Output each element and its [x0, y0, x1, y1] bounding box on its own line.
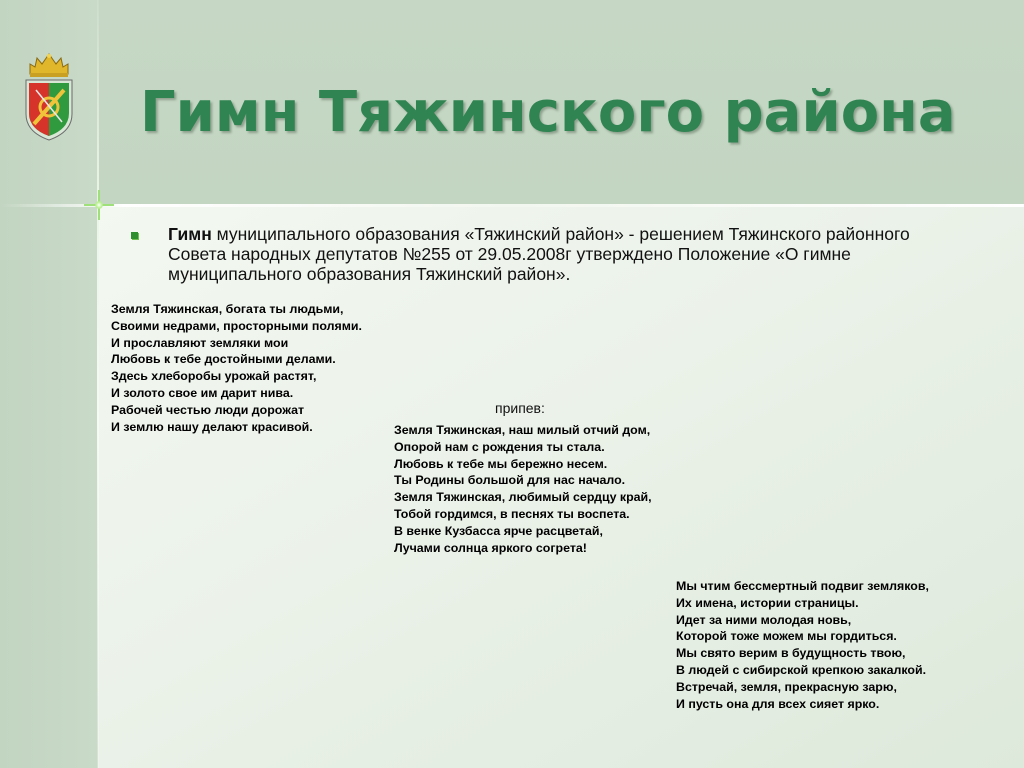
chorus-line: Земля Тяжинская, наш милый отчий дом,	[394, 423, 651, 437]
intro-bold-word: Гимн	[168, 224, 212, 244]
sparkle-decoration	[84, 190, 114, 220]
verse-line: Своими недрами, просторными полями.	[111, 318, 362, 333]
verse-line: Мы чтим бессмертный подвиг земляков,	[676, 579, 929, 593]
verse-line: В людей с сибирской крепкою закалкой.	[676, 662, 927, 677]
verse-1	[111, 301, 362, 435]
refrain-label: припев:	[495, 400, 545, 416]
verse-line: И золото свое им дарит нива.	[111, 385, 294, 400]
chorus-line: Любовь к тебе мы бережно несем.	[394, 456, 608, 471]
vertical-divider	[97, 0, 99, 768]
intro-paragraph	[168, 224, 938, 284]
verse-line: И землю нашу делают красивой.	[111, 419, 313, 434]
slide-title: Гимн Тяжинского района	[140, 80, 956, 145]
verse-line: Рабочей честью люди дорожат	[111, 402, 305, 417]
verse-line: Земля Тяжинская, богата ты людьми,	[111, 302, 344, 316]
intro-text: муниципального образования «Тяжинский район» - решением Тяжинского районного Совета народных депутатов №255 от 29.05.2008г утверждено Положение «О гимне муниципального образования Тяжинский район».	[168, 224, 910, 284]
verse-line: Любовь к тебе достойными делами.	[111, 352, 336, 367]
horizontal-divider	[0, 204, 1024, 207]
coat-of-arms-icon	[22, 52, 76, 142]
verse-line: Встречай, земля, прекрасную зарю,	[676, 679, 897, 694]
chorus-line: Опорой нам с рождения ты стала.	[394, 439, 605, 454]
verse-line: Идет за ними молодая новь,	[676, 612, 852, 627]
verse-line: И прославляют земляки мои	[111, 335, 289, 350]
verse-2	[676, 578, 929, 712]
verse-line: Которой тоже можем мы гордиться.	[676, 629, 897, 644]
chorus-line: Ты Родины большой для нас начало.	[394, 473, 626, 488]
verse-line: Мы свято верим в будущность твою,	[676, 646, 906, 661]
chorus-line: Тобой гордимся, в песнях ты воспета.	[394, 506, 630, 521]
verse-line: Их имена, истории страницы.	[676, 595, 859, 610]
chorus-line: Лучами солнца яркого согрета!	[394, 540, 587, 555]
chorus-line: Земля Тяжинская, любимый сердцу край,	[394, 490, 652, 505]
chorus-line: В венке Кузбасса ярче расцветай,	[394, 523, 603, 538]
chorus	[394, 422, 652, 556]
verse-line: И пусть она для всех сияет ярко.	[676, 696, 880, 711]
verse-line: Здесь хлеборобы урожай растят,	[111, 369, 317, 384]
square-bullet-icon	[131, 232, 138, 239]
